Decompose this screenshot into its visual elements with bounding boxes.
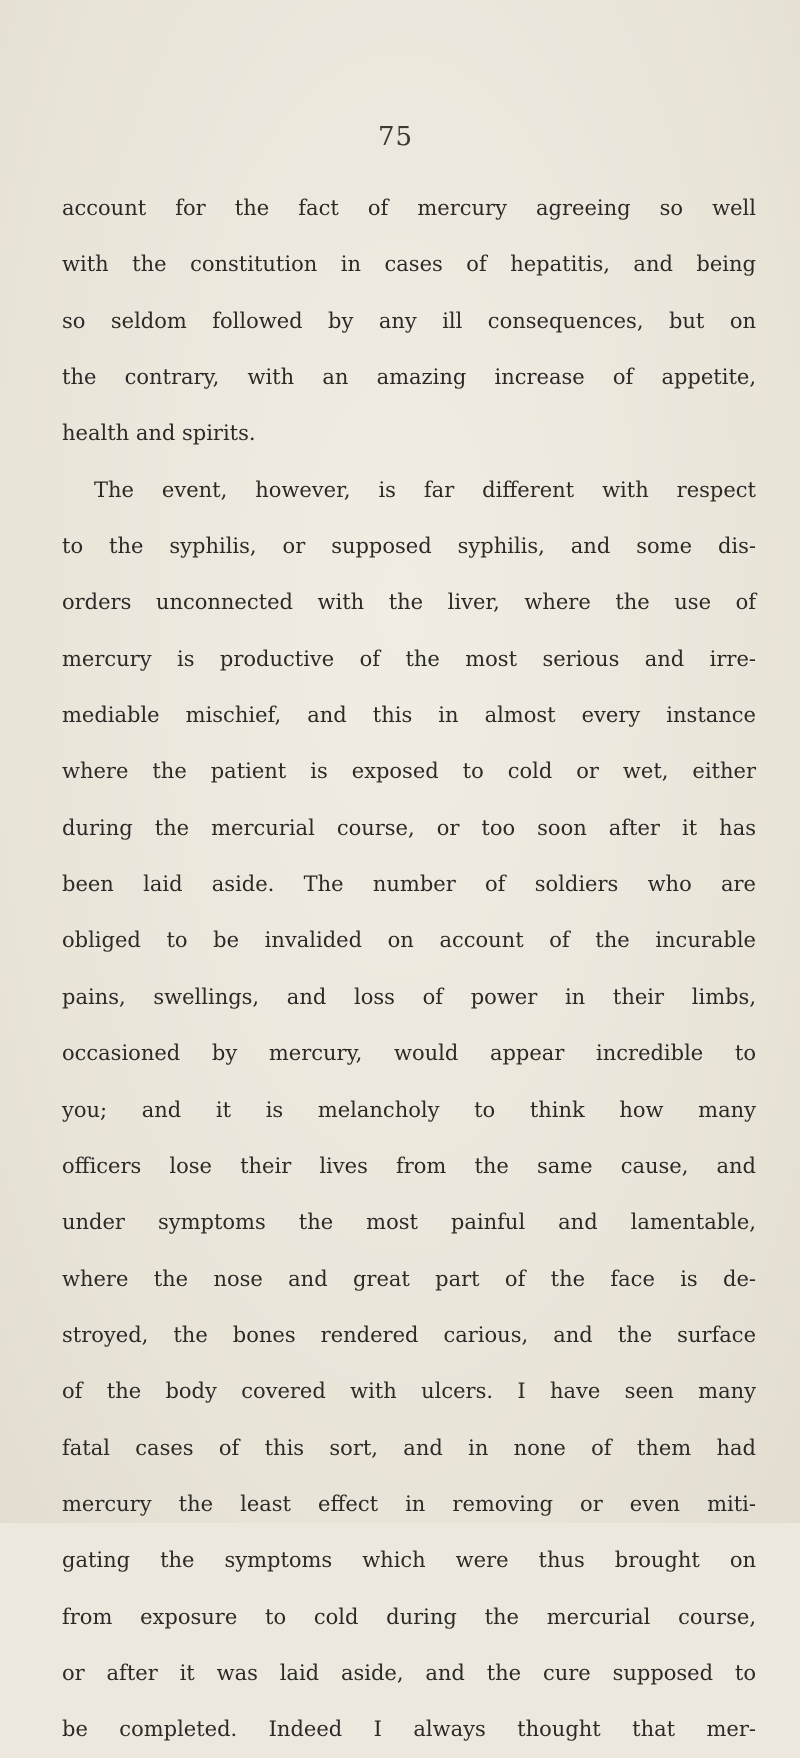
text-line: the contrary, with an amazing increase of appetite,: [62, 365, 756, 390]
text-line: occasioned by mercury, would appear incredible to: [62, 1041, 756, 1066]
text-line: mercury is productive of the most serious and irre-: [62, 646, 756, 671]
text-line: stroyed, the bones rendered carious, and the surface: [62, 1322, 756, 1347]
text-line: officers lose their lives from the same cause, and: [62, 1153, 756, 1178]
text-line: obliged to be invalided on account of the incurable: [62, 928, 756, 953]
text-line: where the patient is exposed to cold or wet, either: [62, 759, 756, 784]
text-line: The event, however, is far different with respect: [94, 477, 756, 502]
text-line: mediable mischief, and this in almost every instance: [62, 703, 756, 728]
text-line: of the body covered with ulcers. I have seen many: [62, 1379, 756, 1404]
text-line: account for the fact of mercury agreeing so well: [62, 196, 756, 220]
text-line: mercury the least effect in removing or even miti-: [62, 1491, 756, 1516]
text-line: with the constitution in cases of hepatitis, and being: [62, 252, 756, 277]
text-line: to the syphilis, or supposed syphilis, and some dis-: [62, 534, 756, 559]
text-line: where the nose and great part of the face is de-: [62, 1266, 756, 1291]
text-line: health and spirits.: [62, 421, 256, 446]
text-line: orders unconnected with the liver, where the use of: [62, 590, 756, 615]
page-number: 75: [378, 122, 414, 152]
text-line: pains, swellings, and loss of power in their limbs,: [62, 984, 756, 1009]
text-line: so seldom followed by any ill consequences, but on: [62, 308, 756, 333]
text-line: under symptoms the most painful and lamentable,: [62, 1210, 756, 1235]
text-line: been laid aside. The number of soldiers who are: [62, 872, 756, 897]
text-line: during the mercurial course, or too soon after it has: [62, 815, 756, 840]
text-line: be completed. Indeed I always thought that mer-: [62, 1717, 756, 1742]
text-line: you; and it is melancholy to think how many: [62, 1097, 756, 1122]
text-line: gating the symptoms which were thus brought on: [62, 1548, 756, 1573]
text-line: or after it was laid aside, and the cure supposed to: [62, 1660, 756, 1685]
text-line: from exposure to cold during the mercurial course,: [62, 1604, 756, 1629]
text-line: fatal cases of this sort, and in none of them had: [62, 1435, 756, 1460]
body-text: [62, 180, 756, 1758]
